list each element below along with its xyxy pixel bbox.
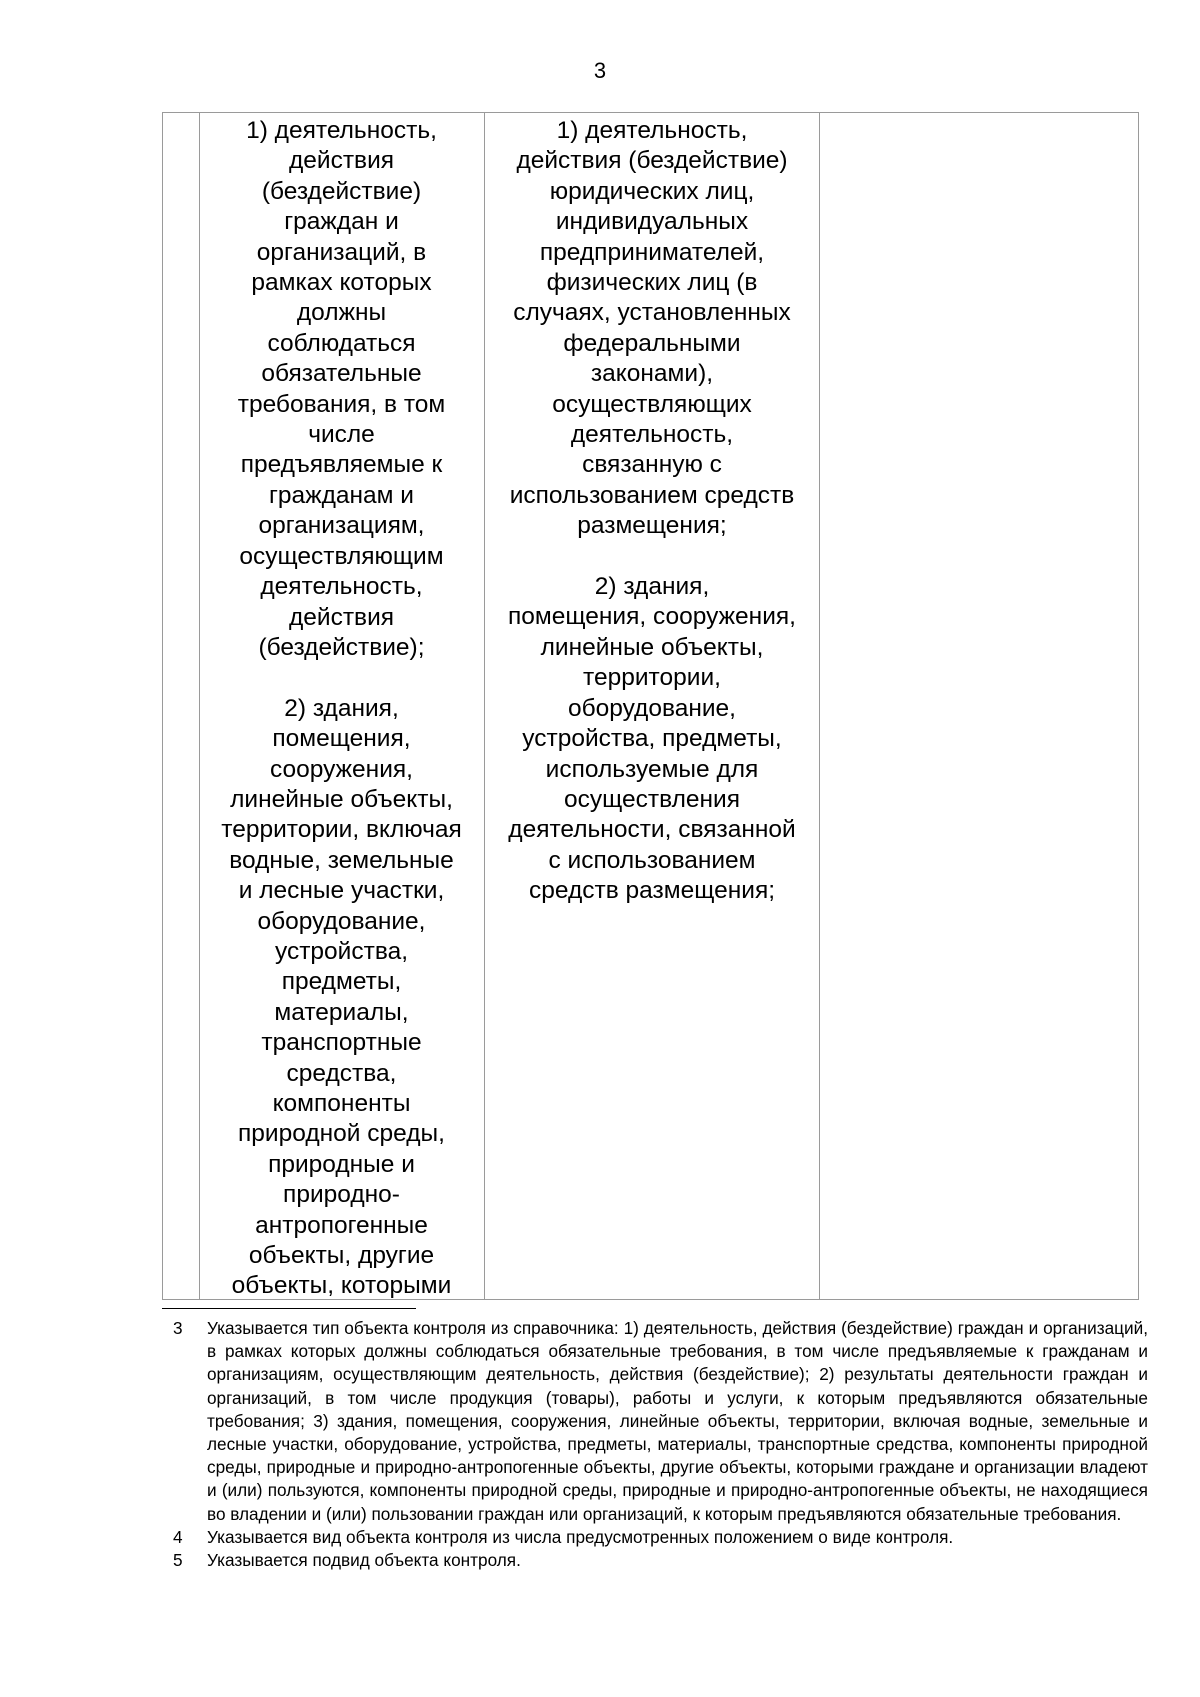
cell-line: (бездействие): [261, 177, 422, 205]
cell-line: объекты, которыми: [231, 1272, 452, 1300]
cell-line: действия: [288, 147, 395, 175]
cell-line: рамках которых: [251, 269, 432, 297]
footnotes: [162, 1317, 1148, 1572]
cell-line: требования, в том: [237, 390, 446, 418]
cell-line: соблюдаться: [267, 329, 416, 357]
cell-line: деятельность,: [570, 421, 734, 449]
cell-line: территории,: [583, 664, 721, 692]
cell-line: организациям,: [258, 512, 425, 540]
cell-line: 2) здания,: [284, 694, 399, 722]
cell-line: действия (бездействие): [516, 147, 788, 175]
footnote-text: Указывается подвид объекта контроля.: [207, 1550, 521, 1571]
page-number: 3: [593, 58, 607, 83]
cell-line: природной среды,: [238, 1120, 445, 1148]
cell-line: должны: [296, 299, 387, 327]
cell-line: юридических лиц,: [549, 177, 755, 205]
footnote-number: 4: [173, 1526, 183, 1547]
cell-line: транспортные: [261, 1029, 422, 1057]
cell-line: предъявляемые к: [240, 451, 443, 479]
cell-line: оборудование,: [567, 694, 736, 722]
cell-line: действия: [288, 603, 395, 631]
cell-line: устройства, предметы,: [522, 725, 782, 753]
footnote-5: [162, 1549, 1148, 1572]
cell-line: природно-: [283, 1181, 400, 1209]
cell-line: и лесные участки,: [238, 877, 445, 905]
cell-line: связанную с: [582, 451, 722, 479]
cell-paragraph: [485, 116, 819, 542]
table-column-divider: [819, 113, 820, 1299]
cell-line: используемые для: [545, 755, 759, 783]
table-cell-object-types: [199, 116, 484, 1302]
footnote-text: Указывается тип объекта контроля из справочника: 1) деятельность, действия (бездействие) граждан и организаций, в рамках которых должны соблюдаться обязательные требования, в том числе предъявляемые к гражданам и организациям, осуществляющим деятельность, действия (бездействие); 2) результаты деятельности граждан и организаций, в том числе продукция (товары), работы и услуги, к которым предъявляются обязательные требования; 3) здания, помещения, сооружения, линейные объекты, территории, включая водные, земельные и лесные участки, оборудование, устройства, предметы, материалы, транспортные средства, компоненты природной среды, природные и природно-антропогенные объекты, другие объекты, которыми граждане и организации владеют и (или) пользуются, компоненты природной среды, природные и природно-антропогенные объекты, не находящиеся во владении и (или) пользовании граждан или организаций, к которым предъявляются обязательные требования.: [207, 1318, 1148, 1524]
cell-line: устройства,: [274, 937, 409, 965]
cell-line: законами),: [590, 360, 714, 388]
cell-line: помещения, сооружения,: [508, 603, 796, 631]
cell-line: использованием средств: [509, 481, 795, 509]
cell-line: с использованием: [548, 846, 756, 874]
cell-line: оборудование,: [257, 907, 426, 935]
cell-line: предпринимателей,: [539, 238, 765, 266]
cell-line: средств размещения;: [528, 877, 776, 905]
cell-line: предметы,: [281, 968, 402, 996]
cell-line: 2) здания,: [594, 573, 710, 601]
footnote-number: 3: [173, 1318, 183, 1338]
cell-line: деятельность,: [260, 573, 423, 601]
table-cell-object-kinds: [485, 116, 819, 907]
cell-line: водные, земельные: [229, 846, 454, 874]
cell-line: федеральными: [563, 329, 741, 357]
cell-line: числе: [308, 421, 375, 449]
cell-line: объекты, другие: [248, 1242, 435, 1270]
footnote-text: Указывается вид объекта контроля из числа предусмотренных положением о виде контроля.: [207, 1526, 954, 1547]
cell-paragraph: [199, 694, 484, 1302]
cell-paragraph: [199, 116, 484, 663]
cell-line: линейные объекты,: [230, 785, 453, 813]
cell-line: 1) деятельность,: [556, 117, 748, 144]
document-table: [162, 112, 1139, 1300]
cell-paragraph: [485, 572, 819, 906]
cell-line: гражданам и: [269, 481, 414, 509]
cell-line: случаях, установленных: [513, 299, 791, 327]
cell-line: размещения;: [577, 512, 727, 540]
footnote-number: 5: [173, 1550, 183, 1571]
cell-line: организаций, в: [256, 238, 427, 266]
footnote-4: [162, 1526, 1148, 1549]
cell-line: сооружения,: [270, 755, 413, 783]
cell-line: природные и: [268, 1150, 415, 1178]
cell-line: осуществляющим: [239, 542, 444, 570]
cell-line: средства,: [286, 1059, 397, 1087]
cell-line: деятельности, связанной: [508, 816, 796, 844]
footnote-separator: [162, 1308, 416, 1309]
cell-line: (бездействие);: [258, 633, 425, 661]
cell-line: антропогенные: [255, 1211, 428, 1239]
cell-line: осуществления: [564, 785, 740, 813]
cell-line: осуществляющих: [552, 390, 752, 418]
cell-line: физических лиц (в: [546, 269, 758, 297]
cell-line: граждан и: [284, 208, 399, 236]
cell-line: помещения,: [272, 725, 411, 753]
cell-line: материалы,: [274, 998, 409, 1026]
cell-line: 1) деятельность,: [246, 117, 437, 144]
cell-line: индивидуальных: [555, 208, 749, 236]
cell-line: территории, включая: [221, 816, 462, 844]
cell-line: линейные объекты,: [540, 633, 764, 661]
cell-line: компоненты: [272, 1089, 411, 1117]
footnote-3: [162, 1317, 1148, 1526]
cell-line: обязательные: [261, 360, 422, 388]
